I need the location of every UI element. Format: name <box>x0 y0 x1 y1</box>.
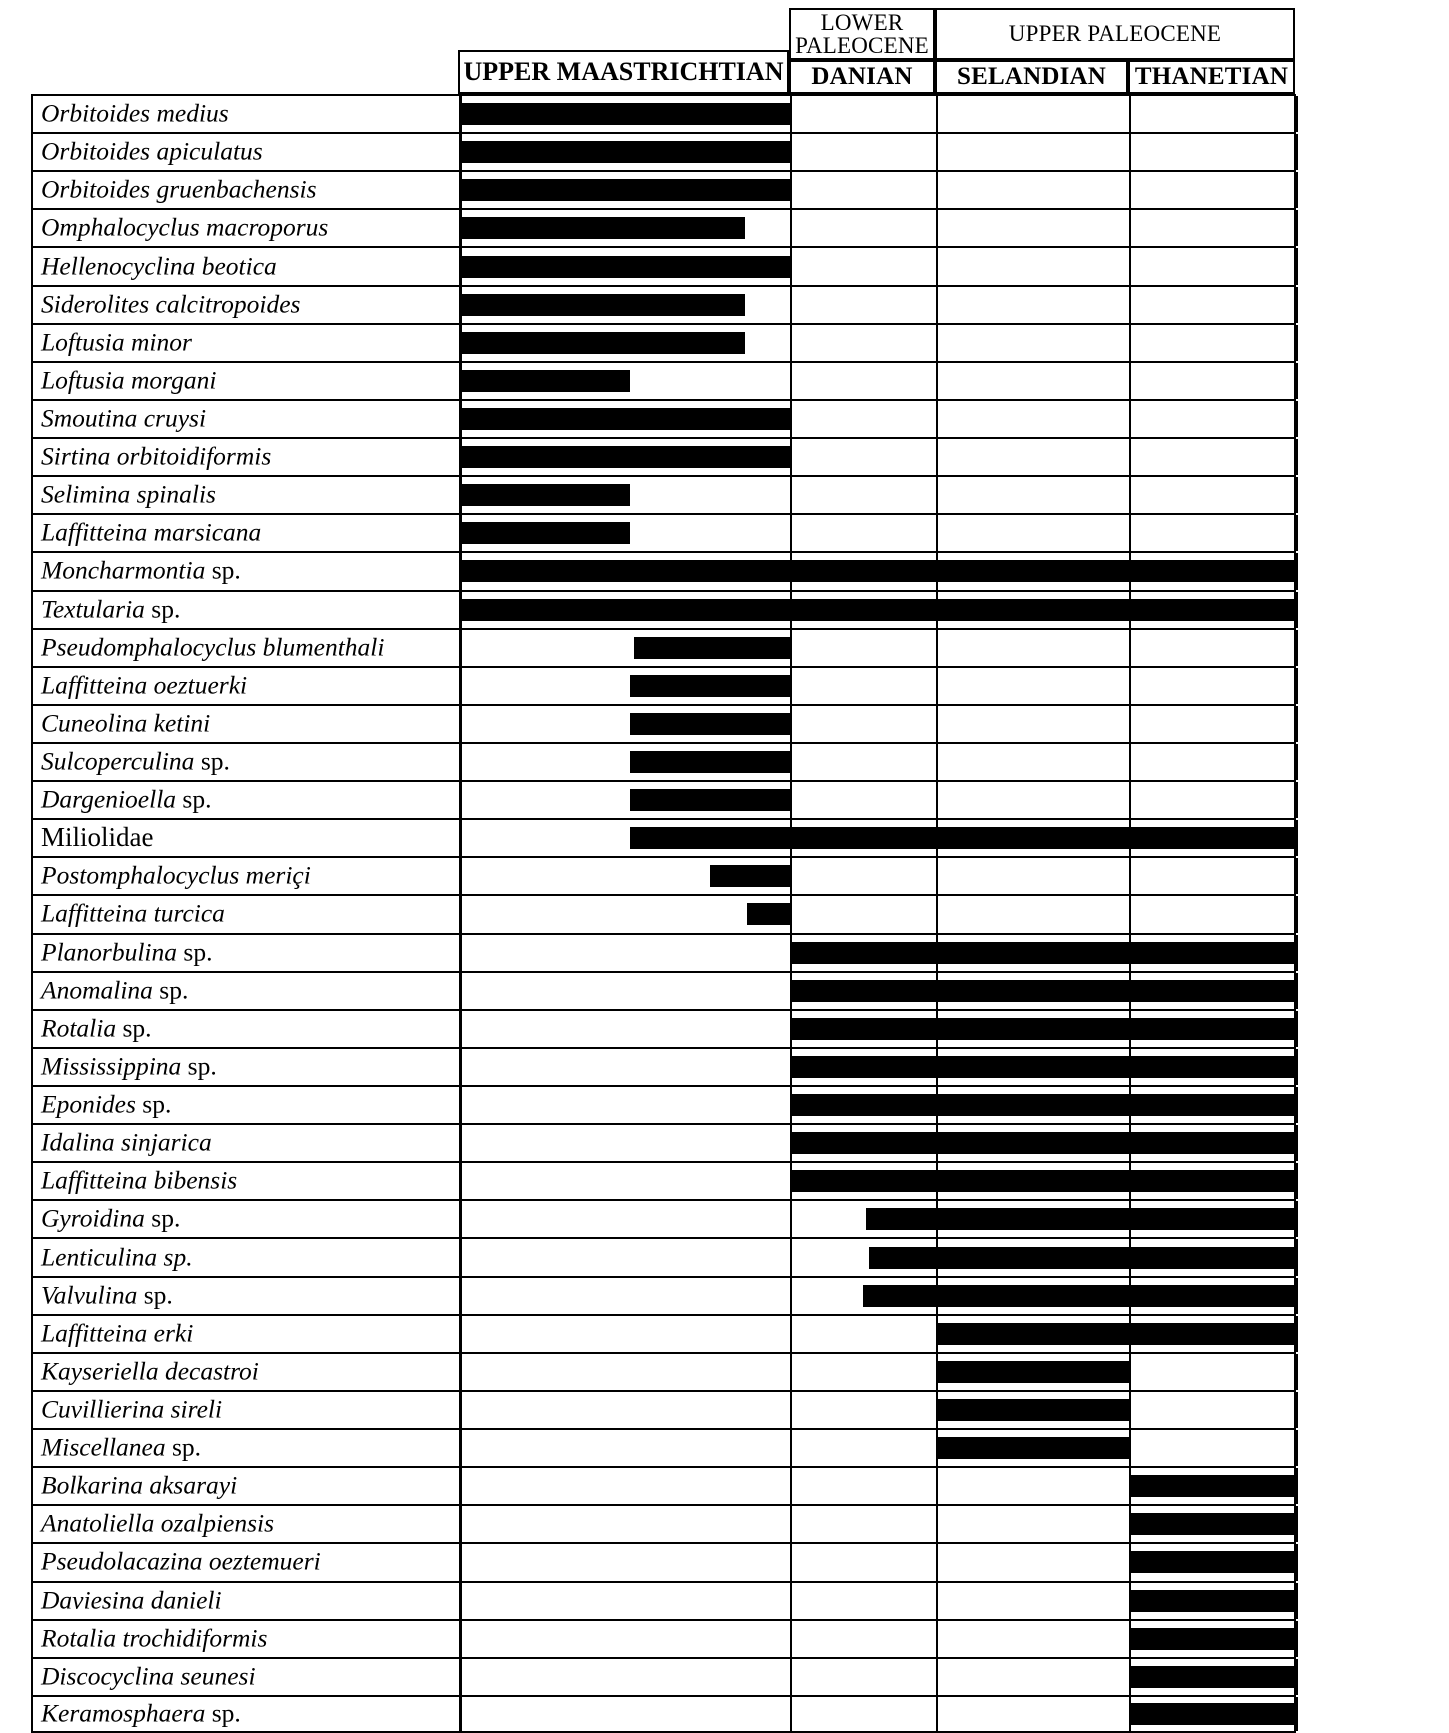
column-divider <box>1296 1506 1298 1542</box>
column-divider <box>936 896 938 932</box>
column-divider <box>1296 935 1298 971</box>
column-divider <box>936 1468 938 1504</box>
taxon-name: Anatoliella ozalpiensis <box>41 1509 275 1539</box>
range-bar <box>790 1132 1296 1154</box>
column-divider <box>459 706 462 742</box>
column-divider <box>459 1697 462 1731</box>
column-divider <box>936 706 938 742</box>
column-divider <box>1296 1354 1298 1390</box>
taxon-name: Bolkarina aksarayi <box>41 1470 238 1500</box>
range-bar <box>936 1437 1129 1459</box>
column-divider <box>936 1506 938 1542</box>
range-bar <box>1129 1513 1296 1535</box>
column-divider <box>1296 553 1298 589</box>
range-bar <box>1129 1475 1296 1497</box>
header-epoch-upper-paleocene-label: UPPER PALEOCENE <box>1008 21 1222 47</box>
column-divider <box>1296 287 1298 323</box>
taxon-name: Laffitteina bibensis <box>41 1166 238 1196</box>
taxon-row <box>31 1047 1296 1085</box>
column-divider <box>459 1544 462 1580</box>
column-divider <box>936 1621 938 1657</box>
column-divider <box>790 287 792 323</box>
taxon-name: Idalina sinjarica <box>41 1127 212 1157</box>
column-divider <box>1296 1697 1298 1731</box>
column-divider <box>1296 1392 1298 1428</box>
taxon-name: Laffitteina oeztuerki <box>41 670 248 700</box>
column-divider <box>1296 820 1298 856</box>
taxon-name: Selimina spinalis <box>41 479 216 509</box>
taxon-row <box>31 1199 1296 1237</box>
taxon-name: Orbitoides gruenbachensis <box>41 175 317 205</box>
column-divider <box>459 1201 462 1237</box>
column-divider <box>790 1354 792 1390</box>
column-divider <box>936 744 938 780</box>
range-bar <box>1129 1628 1296 1650</box>
column-divider <box>790 1278 792 1314</box>
column-divider <box>1129 287 1131 323</box>
column-divider <box>459 1659 462 1695</box>
column-divider <box>790 210 792 246</box>
column-divider <box>936 515 938 551</box>
column-divider <box>790 1659 792 1695</box>
column-divider <box>1129 744 1131 780</box>
taxon-name: Laffitteina turcica <box>41 899 225 929</box>
column-divider <box>459 1316 462 1352</box>
taxon-name: Moncharmontia sp. <box>41 556 241 586</box>
range-bar <box>459 103 790 125</box>
taxon-name: Sulcoperculina sp. <box>41 746 230 776</box>
column-divider <box>1296 1659 1298 1695</box>
column-divider <box>936 210 938 246</box>
taxon-name: Omphalocyclus macroporus <box>41 213 329 243</box>
column-divider <box>1296 782 1298 818</box>
column-divider <box>790 706 792 742</box>
column-divider <box>936 858 938 894</box>
taxon-name: Rotalia sp. <box>41 1013 152 1043</box>
column-divider <box>1296 1011 1298 1047</box>
column-divider <box>1296 401 1298 437</box>
taxon-row <box>31 513 1296 551</box>
range-bar <box>747 903 790 925</box>
column-divider <box>1296 973 1298 1009</box>
range-bar <box>459 141 790 163</box>
range-bar <box>459 179 790 201</box>
taxon-name: Siderolites calcitropoides <box>41 289 301 319</box>
taxon-name: Cuvillierina sireli <box>41 1394 223 1424</box>
column-divider <box>459 896 462 932</box>
column-divider <box>936 782 938 818</box>
column-divider <box>459 630 462 666</box>
column-divider <box>790 1506 792 1542</box>
taxon-row <box>31 818 1296 856</box>
taxon-name: Gyroidina sp. <box>41 1204 181 1234</box>
column-divider <box>1296 1430 1298 1466</box>
taxon-row <box>31 1504 1296 1542</box>
column-divider <box>1296 363 1298 399</box>
column-divider <box>1129 477 1131 513</box>
column-divider <box>459 1392 462 1428</box>
column-divider <box>459 1239 462 1275</box>
range-bar <box>866 1208 1296 1230</box>
column-divider <box>936 134 938 170</box>
header-epoch-lower-paleocene-line1: LOWER <box>820 9 904 35</box>
range-bar <box>459 370 630 392</box>
column-divider <box>1296 1468 1298 1504</box>
column-divider <box>1296 172 1298 208</box>
taxon-name: Lenticulina sp. <box>41 1242 193 1272</box>
column-divider <box>1129 1392 1131 1428</box>
column-divider <box>936 325 938 361</box>
taxon-row <box>31 1657 1296 1695</box>
column-divider <box>1296 134 1298 170</box>
column-divider <box>936 1697 938 1731</box>
column-divider <box>1296 477 1298 513</box>
column-divider <box>1296 1544 1298 1580</box>
taxon-row <box>31 1466 1296 1504</box>
taxon-row <box>31 208 1296 246</box>
column-divider <box>1129 1354 1131 1390</box>
taxon-name: Daviesina danieli <box>41 1585 222 1615</box>
column-divider <box>790 1583 792 1619</box>
column-divider <box>790 439 792 475</box>
taxon-row <box>31 666 1296 704</box>
range-bar <box>459 217 745 239</box>
taxon-row <box>31 399 1296 437</box>
column-divider <box>1129 630 1131 666</box>
taxon-row <box>31 1123 1296 1161</box>
taxon-name: Rotalia trochidiformis <box>41 1623 268 1653</box>
column-divider <box>1129 172 1131 208</box>
taxon-name: Textularia sp. <box>41 594 181 624</box>
column-divider <box>790 1468 792 1504</box>
column-divider <box>459 782 462 818</box>
column-divider <box>790 1430 792 1466</box>
range-bar <box>710 865 790 887</box>
range-bar <box>790 1018 1296 1040</box>
taxon-name: Miliolidae <box>41 822 154 853</box>
column-divider <box>1296 706 1298 742</box>
column-divider <box>1129 668 1131 704</box>
column-divider <box>1296 1278 1298 1314</box>
column-divider <box>1129 858 1131 894</box>
column-divider <box>459 1163 462 1199</box>
column-divider <box>936 96 938 132</box>
column-divider <box>459 1049 462 1085</box>
taxon-row <box>31 1542 1296 1580</box>
column-divider <box>790 134 792 170</box>
taxon-row <box>31 1581 1296 1619</box>
column-divider <box>459 1583 462 1619</box>
column-divider <box>1129 439 1131 475</box>
taxon-row <box>31 475 1296 513</box>
column-divider <box>459 1125 462 1161</box>
taxon-row <box>31 1352 1296 1390</box>
range-bar <box>459 446 790 468</box>
column-divider <box>459 1087 462 1123</box>
column-divider <box>790 96 792 132</box>
taxon-row <box>31 933 1296 971</box>
column-divider <box>1296 592 1298 628</box>
taxon-row <box>31 132 1296 170</box>
column-divider <box>1129 1430 1131 1466</box>
taxon-name: Miscellanea sp. <box>41 1432 202 1462</box>
taxon-row <box>31 704 1296 742</box>
range-bar <box>630 789 790 811</box>
column-divider <box>1296 515 1298 551</box>
column-divider <box>1129 896 1131 932</box>
taxon-row <box>31 742 1296 780</box>
taxon-row <box>31 1695 1296 1733</box>
range-bar <box>459 522 630 544</box>
column-divider <box>1129 782 1131 818</box>
column-divider <box>459 858 462 894</box>
column-divider <box>1296 858 1298 894</box>
taxon-row <box>31 285 1296 323</box>
taxon-name: Eponides sp. <box>41 1089 172 1119</box>
taxon-row <box>31 1314 1296 1352</box>
column-divider <box>1129 134 1131 170</box>
taxon-name: Pseudomphalocyclus blumenthali <box>41 632 385 662</box>
range-bar <box>1129 1590 1296 1612</box>
column-divider <box>1296 1049 1298 1085</box>
taxon-row <box>31 590 1296 628</box>
column-divider <box>790 248 792 284</box>
taxon-row <box>31 170 1296 208</box>
column-divider <box>936 172 938 208</box>
column-divider <box>1129 401 1131 437</box>
range-bar <box>459 599 1296 621</box>
taxon-name: Smoutina cruysi <box>41 403 207 433</box>
column-divider <box>790 172 792 208</box>
taxon-name: Orbitoides apiculatus <box>41 136 263 166</box>
column-divider <box>936 287 938 323</box>
column-divider <box>459 1621 462 1657</box>
column-divider <box>459 1506 462 1542</box>
column-divider <box>1129 706 1131 742</box>
taxon-name: Anomalina sp. <box>41 975 189 1005</box>
taxon-row <box>31 94 1296 132</box>
taxon-name: Planorbulina sp. <box>41 937 213 967</box>
column-divider <box>936 248 938 284</box>
taxon-name: Laffitteina erki <box>41 1318 194 1348</box>
taxon-name: Discocyclina seunesi <box>41 1661 256 1691</box>
column-divider <box>936 439 938 475</box>
column-divider <box>790 858 792 894</box>
range-bar <box>459 294 745 316</box>
header-stage-thanetian-label: THANETIAN <box>1134 63 1289 91</box>
range-bar <box>459 256 790 278</box>
column-divider <box>790 668 792 704</box>
column-divider <box>459 1278 462 1314</box>
taxon-name: Keramosphaera sp. <box>41 1698 241 1728</box>
column-divider <box>1296 325 1298 361</box>
column-divider <box>790 1239 792 1275</box>
column-divider <box>459 1354 462 1390</box>
column-divider <box>1296 1087 1298 1123</box>
column-divider <box>790 477 792 513</box>
range-bar <box>630 827 1296 849</box>
column-divider <box>1296 1583 1298 1619</box>
column-divider <box>459 1011 462 1047</box>
column-divider <box>790 1201 792 1237</box>
range-bar <box>790 1094 1296 1116</box>
column-divider <box>936 363 938 399</box>
column-divider <box>459 935 462 971</box>
taxon-name: Laffitteina marsicana <box>41 518 262 548</box>
column-divider <box>790 1697 792 1731</box>
column-divider <box>790 515 792 551</box>
range-bar <box>1129 1703 1296 1725</box>
column-divider <box>936 1583 938 1619</box>
range-bar <box>630 675 790 697</box>
taxon-name: Mississippina sp. <box>41 1051 217 1081</box>
range-bar <box>1129 1551 1296 1573</box>
taxon-row <box>31 1276 1296 1314</box>
column-divider <box>936 668 938 704</box>
header-stage-selandian-label: SELANDIAN <box>956 63 1107 91</box>
column-divider <box>1296 630 1298 666</box>
range-bar <box>936 1399 1129 1421</box>
column-divider <box>1296 896 1298 932</box>
taxon-row <box>31 1161 1296 1199</box>
range-bar <box>936 1323 1296 1345</box>
taxon-row <box>31 246 1296 284</box>
column-divider <box>459 744 462 780</box>
taxon-row <box>31 1619 1296 1657</box>
range-bar <box>936 1361 1129 1383</box>
column-divider <box>1296 1621 1298 1657</box>
range-bar <box>790 1170 1296 1192</box>
column-divider <box>790 325 792 361</box>
column-divider <box>1296 1163 1298 1199</box>
range-bar <box>630 751 790 773</box>
column-divider <box>1296 744 1298 780</box>
taxon-row <box>31 551 1296 589</box>
column-divider <box>790 1544 792 1580</box>
column-divider <box>459 820 462 856</box>
column-divider <box>1129 325 1131 361</box>
taxon-name: Dargenioella sp. <box>41 784 212 814</box>
column-divider <box>1129 248 1131 284</box>
column-divider <box>790 744 792 780</box>
column-divider <box>459 1468 462 1504</box>
column-divider <box>1129 210 1131 246</box>
column-divider <box>936 630 938 666</box>
range-bar <box>459 332 745 354</box>
taxon-name: Cuneolina ketini <box>41 708 211 738</box>
taxon-name: Kayseriella decastroi <box>41 1356 259 1386</box>
taxon-row <box>31 1237 1296 1275</box>
column-divider <box>1129 96 1131 132</box>
taxon-row <box>31 361 1296 399</box>
taxon-row <box>31 1428 1296 1466</box>
column-divider <box>790 1392 792 1428</box>
header-epoch-lower-paleocene-line2: PALEOCENE <box>795 33 929 58</box>
column-divider <box>1296 1125 1298 1161</box>
column-divider <box>1129 363 1131 399</box>
taxon-row <box>31 1085 1296 1123</box>
taxon-row <box>31 780 1296 818</box>
column-divider <box>1129 515 1131 551</box>
column-divider <box>790 1621 792 1657</box>
column-divider <box>1296 1239 1298 1275</box>
range-bar <box>863 1285 1296 1307</box>
column-divider <box>459 1430 462 1466</box>
range-bar <box>459 484 630 506</box>
taxon-row <box>31 628 1296 666</box>
column-divider <box>790 1316 792 1352</box>
taxon-row <box>31 971 1296 1009</box>
taxon-row <box>31 1009 1296 1047</box>
range-bar <box>459 560 1296 582</box>
header-stage-upper-maastrichtian-label: UPPER MAASTRICHTIAN <box>463 56 784 86</box>
column-divider <box>936 1659 938 1695</box>
taxon-name: Valvulina sp. <box>41 1280 173 1310</box>
column-divider <box>790 401 792 437</box>
taxon-name: Orbitoides medius <box>41 98 229 128</box>
range-bar <box>1129 1666 1296 1688</box>
range-bar <box>790 980 1296 1002</box>
column-divider <box>936 1544 938 1580</box>
column-divider <box>936 477 938 513</box>
column-divider <box>1296 248 1298 284</box>
column-divider <box>1296 1201 1298 1237</box>
taxon-name: Hellenocyclina beotica <box>41 251 277 281</box>
range-bar <box>634 637 790 659</box>
taxon-name: Postomphalocyclus meriçi <box>41 861 311 891</box>
taxon-name: Pseudolacazina oeztemueri <box>41 1547 321 1577</box>
column-divider <box>1296 96 1298 132</box>
taxon-row <box>31 1390 1296 1428</box>
column-divider <box>1296 439 1298 475</box>
range-bar <box>790 942 1296 964</box>
range-bar <box>790 1056 1296 1078</box>
taxon-row <box>31 323 1296 361</box>
taxon-name: Loftusia minor <box>41 327 192 357</box>
taxon-row <box>31 894 1296 932</box>
range-bar <box>630 713 790 735</box>
column-divider <box>1296 668 1298 704</box>
taxon-row <box>31 437 1296 475</box>
column-divider <box>1296 1316 1298 1352</box>
column-divider <box>459 973 462 1009</box>
column-divider <box>790 363 792 399</box>
taxon-name: Loftusia morgani <box>41 365 217 395</box>
column-divider <box>936 401 938 437</box>
column-divider <box>1296 210 1298 246</box>
range-bar <box>869 1247 1296 1269</box>
taxon-row <box>31 856 1296 894</box>
column-divider <box>790 630 792 666</box>
column-divider <box>459 668 462 704</box>
column-divider <box>790 782 792 818</box>
range-bar <box>459 408 790 430</box>
column-divider <box>790 896 792 932</box>
header-stage-danian-label: DANIAN <box>811 63 913 91</box>
taxon-name: Sirtina orbitoidiformis <box>41 441 272 471</box>
